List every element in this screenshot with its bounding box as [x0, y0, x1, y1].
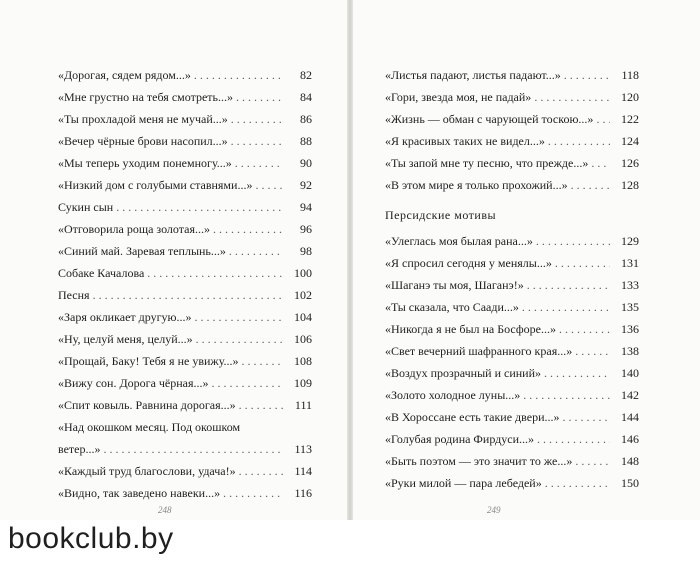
left-toc-column [58, 64, 312, 504]
toc-entry [385, 384, 639, 406]
toc-entry [385, 130, 639, 152]
dot-leader [196, 328, 283, 350]
toc-entry-title: «Жизнь — обман с чарующей тоскою...» [385, 112, 594, 126]
toc-entry-page: 124 [621, 134, 639, 148]
toc-entry [58, 438, 312, 460]
dot-leader [534, 86, 610, 108]
toc-entry [385, 64, 639, 86]
section-title: Персидские мотивы [385, 208, 497, 222]
toc-entry-page: 90 [300, 156, 312, 170]
dot-leader [575, 450, 610, 472]
toc-entry-title: Собаке Качалова [58, 266, 145, 280]
toc-entry-title: «Ты сказала, что Саади...» [385, 300, 519, 314]
toc-entry-page: 116 [294, 486, 312, 500]
toc-entry [385, 472, 639, 494]
toc-entry-title: «Улеглась моя былая рана...» [385, 234, 533, 248]
toc-entry-page: 128 [621, 178, 639, 192]
toc-entry [58, 196, 312, 218]
dot-leader [536, 230, 610, 252]
toc-entry [58, 350, 312, 372]
dot-leader [596, 108, 610, 130]
toc-entry [58, 460, 312, 482]
dot-leader [93, 284, 283, 306]
dot-leader [544, 362, 610, 384]
toc-entry-title: «В этом мире я только прохожий...» [385, 178, 568, 192]
toc-entry-title: «Воздух прозрачный и синий» [385, 366, 542, 380]
dot-leader [564, 64, 610, 86]
toc-entry [58, 130, 312, 152]
toc-entry-title: «Вечер чёрные брови насопил...» [58, 134, 228, 148]
dot-leader [563, 406, 611, 428]
toc-entry [385, 274, 639, 296]
toc-entry [385, 86, 639, 108]
toc-entry-title-first-line: «Над окошком месяц. Под окошком [58, 420, 241, 434]
toc-entry-page: 150 [621, 476, 639, 490]
toc-entry-title: «Видно, так заведено навеки...» [58, 486, 221, 500]
toc-entry-page: 94 [300, 200, 312, 214]
left-page-number: 248 [158, 505, 172, 515]
toc-entry-page: 92 [300, 178, 312, 192]
toc-entry-page: 131 [621, 256, 639, 270]
dot-leader [236, 86, 283, 108]
toc-entry [385, 296, 639, 318]
toc-entry-title: «Ты прохладой меня не мучай...» [58, 112, 228, 126]
toc-entry [58, 218, 312, 240]
toc-entry [58, 152, 312, 174]
toc-entry-page: 136 [621, 322, 639, 336]
toc-entry [385, 450, 639, 472]
toc-entry-title: «Свет вечерний шафранного края...» [385, 344, 573, 358]
toc-entry-title: «В Хороссане есть такие двери...» [385, 410, 560, 424]
toc-entry-title: «Синий май. Заревая теплынь...» [58, 244, 226, 258]
dot-leader [104, 438, 284, 460]
dot-leader [223, 482, 283, 504]
dot-leader [231, 108, 283, 130]
toc-entry-page: 148 [621, 454, 639, 468]
toc-entry-title: «Низкий дом с голубыми ставнями...» [58, 178, 253, 192]
dot-leader [591, 152, 610, 174]
toc-entry [385, 318, 639, 340]
toc-entry-page: 122 [621, 112, 639, 126]
toc-entry [58, 394, 312, 416]
toc-entry-title: «Ты запой мне ту песню, что прежде...» [385, 156, 589, 170]
toc-entry-title: «Вижу сон. Дорога чёрная...» [58, 376, 209, 390]
toc-entry-title: «Я спросил сегодня у менялы...» [385, 256, 552, 270]
toc-entry-page: 133 [621, 278, 639, 292]
toc-entry-page: 86 [300, 112, 312, 126]
dot-leader [527, 274, 610, 296]
toc-entry-title: «Я красивых таких не видел...» [385, 134, 545, 148]
toc-entry-title: «Голубая родина Фирдуси...» [385, 432, 535, 446]
toc-entry-title: «Каждый труд благослови, удача!» [58, 464, 236, 478]
toc-entry-page: 120 [621, 90, 639, 104]
toc-entry-title: «Мы теперь уходим понемногу...» [58, 156, 232, 170]
toc-entry-page: 100 [294, 266, 312, 280]
toc-entry-page: 126 [621, 156, 639, 170]
toc-entry [58, 482, 312, 504]
toc-entry-page: 142 [621, 388, 639, 402]
toc-entry [58, 306, 312, 328]
toc-entry-page: 98 [300, 244, 312, 258]
toc-entry-title: «Листья падают, листья падают...» [385, 68, 561, 82]
toc-entry-title: «Руки милой — пара лебедей» [385, 476, 542, 490]
toc-entry-page: 129 [621, 234, 639, 248]
right-toc-column [385, 64, 639, 494]
toc-entry-title: «Заря окликает другую...» [58, 310, 192, 324]
book-spine-gutter [347, 0, 353, 520]
dot-leader [147, 262, 283, 284]
toc-entry-page: 138 [621, 344, 639, 358]
toc-entry-page: 106 [294, 332, 312, 346]
dot-leader [194, 306, 283, 328]
dot-leader [231, 130, 283, 152]
dot-leader [555, 252, 610, 274]
toc-entry-title: «Прощай, Баку! Тебя я не увижу...» [58, 354, 239, 368]
toc-entry-page: 135 [621, 300, 639, 314]
toc-entry [385, 362, 639, 384]
dot-leader [242, 350, 284, 372]
toc-entry-title: «Шаганэ ты моя, Шаганэ!» [385, 278, 524, 292]
toc-entry-page: 146 [621, 432, 639, 446]
toc-entry-page: 113 [294, 442, 312, 456]
toc-entry-page: 140 [621, 366, 639, 380]
dot-leader [548, 130, 610, 152]
toc-entry-title: «Спит ковыль. Равнина дорогая...» [58, 398, 236, 412]
dot-leader [522, 296, 610, 318]
toc-entry [58, 328, 312, 350]
toc-entry [58, 284, 312, 306]
dot-leader [213, 218, 283, 240]
toc-entry [385, 108, 639, 130]
toc-entry-page: 118 [621, 68, 639, 82]
toc-entry-title: «Золото холодное луны...» [385, 388, 521, 402]
dot-leader [212, 372, 283, 394]
toc-entry-title: «Дорогая, сядем рядом...» [58, 68, 191, 82]
toc-entry-page: 114 [294, 464, 312, 478]
toc-entry [58, 240, 312, 262]
dot-leader [545, 472, 610, 494]
toc-entry [58, 86, 312, 108]
dot-leader [537, 428, 610, 450]
toc-entry [58, 372, 312, 394]
dot-leader [229, 240, 283, 262]
toc-entry [385, 252, 639, 274]
toc-entry-page: 109 [294, 376, 312, 390]
right-page-number: 249 [487, 505, 501, 515]
toc-entry-page: 108 [294, 354, 312, 368]
toc-entry-title: Сукин сын [58, 200, 114, 214]
toc-entry-title: Песня [58, 288, 90, 302]
toc-entry [385, 340, 639, 362]
toc-entry-page: 102 [294, 288, 312, 302]
toc-entry-page: 96 [300, 222, 312, 236]
toc-entry-title-continuation: ветер...» [58, 442, 101, 456]
toc-entry-title: «Быть поэтом — это значит то же...» [385, 454, 573, 468]
toc-entry-page: 84 [300, 90, 312, 104]
dot-leader [116, 196, 283, 218]
dot-leader [235, 152, 283, 174]
toc-entry-title: «Мне грустно на тебя смотреть...» [58, 90, 234, 104]
toc-entry-page: 82 [300, 68, 312, 82]
toc-entry [58, 262, 312, 284]
toc-entry [58, 108, 312, 130]
toc-entry-title: «Гори, звезда моя, не падай» [385, 90, 532, 104]
dot-leader [559, 318, 610, 340]
toc-entry [385, 428, 639, 450]
toc-entry-page: 104 [294, 310, 312, 324]
toc-entry-page: 88 [300, 134, 312, 148]
dot-leader [571, 174, 610, 196]
toc-entry [385, 174, 639, 196]
toc-entry-title: «Отговорила роща золотая...» [58, 222, 210, 236]
toc-entry-page: 144 [621, 410, 639, 424]
toc-entry [58, 64, 312, 86]
toc-entry-title: «Никогда я не был на Босфоре...» [385, 322, 556, 336]
dot-leader [194, 64, 283, 86]
watermark-text: bookclub.by [8, 522, 174, 555]
toc-entry-title: «Ну, целуй меня, целуй...» [58, 332, 193, 346]
toc-entry [58, 174, 312, 196]
toc-entry [385, 152, 639, 174]
toc-entry-page: 111 [294, 398, 312, 412]
dot-leader [575, 340, 610, 362]
dot-leader [239, 460, 283, 482]
dot-leader [255, 174, 283, 196]
toc-entry [385, 406, 639, 428]
toc-entry [385, 230, 639, 252]
dot-leader [239, 394, 283, 416]
dot-leader [523, 384, 610, 406]
